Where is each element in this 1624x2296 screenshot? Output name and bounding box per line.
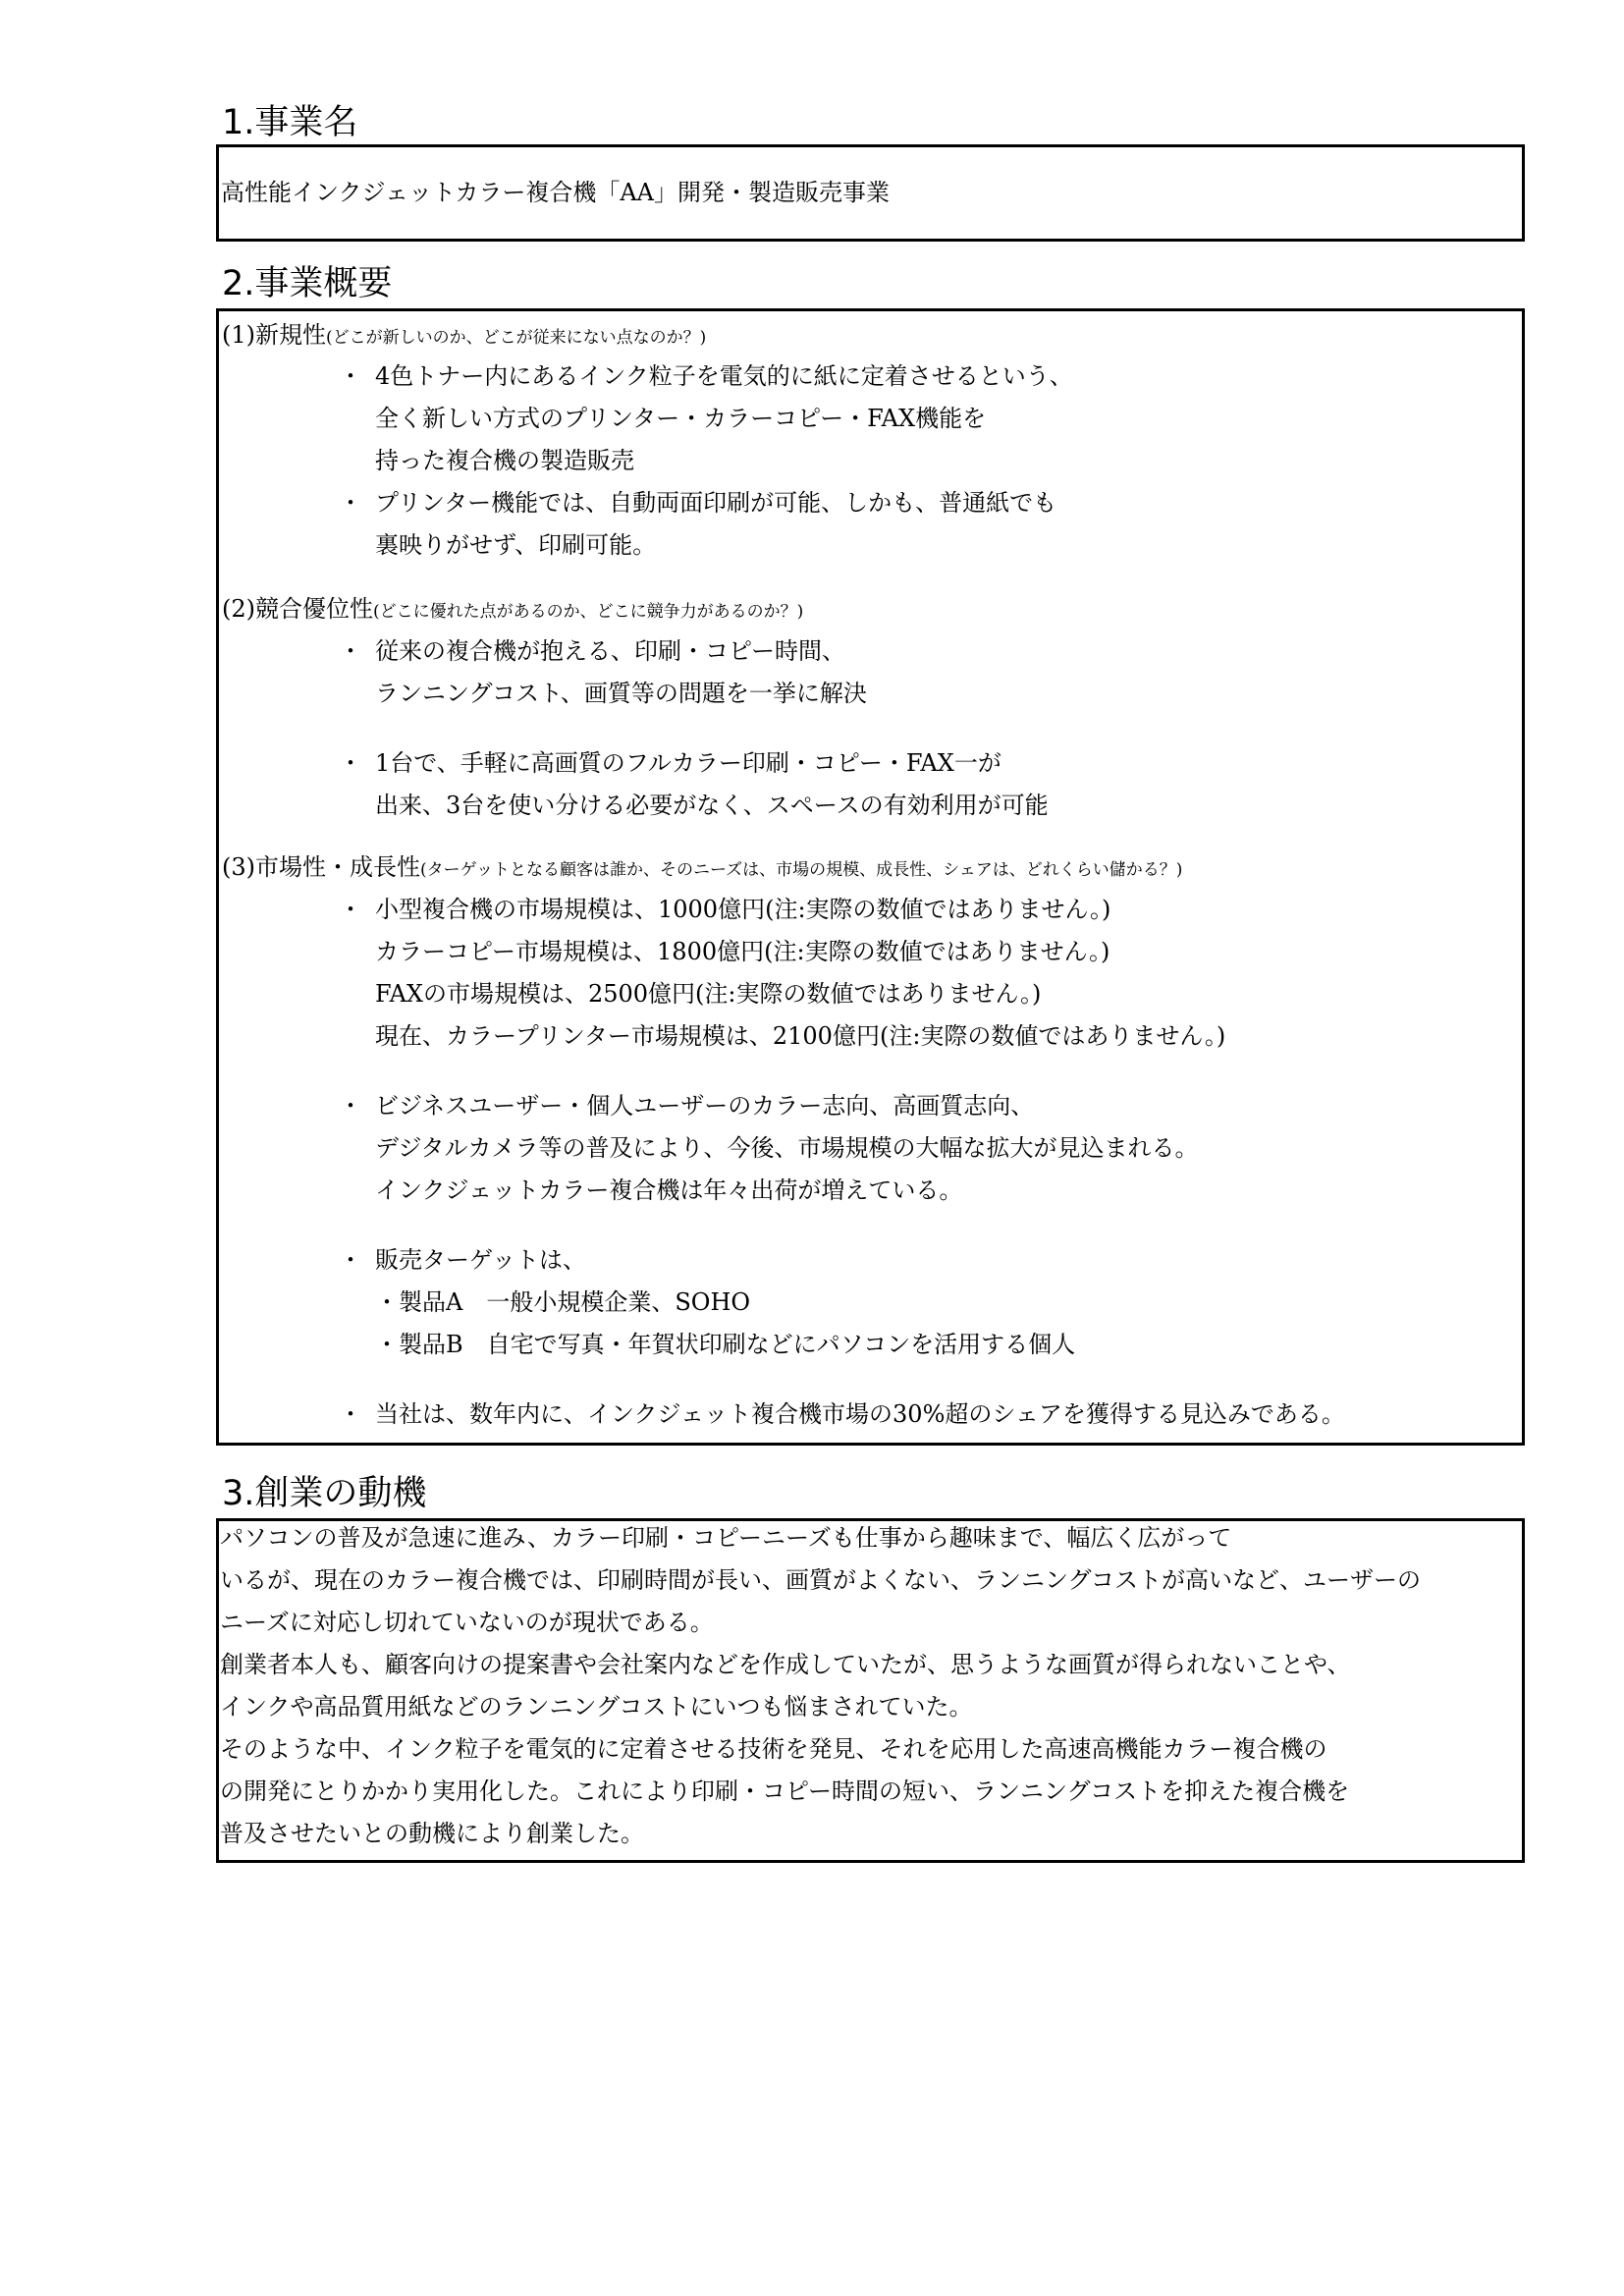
market-item-1-line-2: カラーコピー市場規模は、1800億円(注:実際の数値ではありません。): [375, 938, 1110, 965]
motive-line-5: インクや高品質用紙などのランニングコストにいつも悩まされていた。: [220, 1693, 973, 1721]
competitive-heading: (2)競合優位性: [222, 595, 373, 623]
competitive-item-2-line-2: 出来、3台を使い分ける必要がなく、スペースの有効利用が可能: [375, 792, 1049, 819]
bullet-marker: ・: [339, 749, 362, 777]
market-item-1-line-1: 小型複合機の市場規模は、1000億円(注:実際の数値ではありません。): [375, 896, 1111, 923]
market-item-3-line-1: 販売ターゲットは、: [375, 1246, 587, 1274]
market-note: (ターゲットとなる顧客は誰か、そのニーズは、市場の規模、成長性、シェアは、どれくらい儲かる？): [420, 860, 1183, 880]
bullet-marker: ・: [339, 1092, 362, 1120]
novelty-note: (どこが新しいのか、どこが従来にない点なのか？): [326, 328, 707, 348]
motive-line-6: そのような中、インク粒子を電気的に定着させる技術を発見、それを応用した高速高機能カラー複合機の: [220, 1735, 1327, 1763]
motive-line-4: 創業者本人も、顧客向けの提案書や会社案内などを作成していたが、思うような画質が得られないことや、: [220, 1651, 1351, 1678]
bullet-marker: ・: [339, 1246, 362, 1274]
market-item-2-line-2: デジタルカメラ等の普及により、今後、市場規模の大幅な拡大が見込まれる。: [375, 1134, 1199, 1162]
competitive-item-1-line-1: 従来の複合機が抱える、印刷・コピー時間、: [375, 637, 846, 665]
motive-line-7: の開発にとりかかり実用化した。これにより印刷・コピー時間の短い、ランニングコストを抑えた複合機を: [220, 1777, 1350, 1805]
market-item-1-line-3: FAXの市場規模は、2500億円(注:実際の数値ではありません。): [375, 980, 1042, 1008]
market-item-2-line-3: インクジェットカラー複合機は年々出荷が増えている。: [375, 1176, 963, 1204]
novelty-item-1-line-3: 持った複合機の製造販売: [375, 447, 634, 474]
motive-line-1: パソコンの普及が急速に進み、カラー印刷・コピーニーズも仕事から趣味まで、幅広く広がって: [220, 1524, 1232, 1552]
bullet-marker: ・: [339, 362, 362, 390]
motive-line-8: 普及させたいとの動機により創業した。: [220, 1820, 644, 1847]
bullet-marker: ・: [339, 489, 362, 517]
motive-line-3: ニーズに対応し切れていないのが現状である。: [220, 1609, 714, 1636]
bullet-marker: ・: [339, 896, 362, 923]
market-heading: (3)市場性・成長性: [222, 853, 420, 881]
novelty-item-1-line-1: 4色トナー内にあるインク粒子を電気的に紙に定着させるという、: [375, 362, 1073, 390]
novelty-item-2-line-1: プリンター機能では、自動両面印刷が可能、しかも、普通紙でも: [375, 489, 1057, 517]
novelty-heading: (1)新規性: [222, 321, 326, 349]
competitive-note: (どこに優れた点があるのか、どこに競争力があるのか？): [373, 602, 804, 622]
market-item-1-line-4: 現在、カラープリンター市場規模は、2100億円(注:実際の数値ではありません。): [375, 1022, 1226, 1050]
section-2-title: 2.事業概要: [222, 264, 393, 303]
business-name-box: [216, 144, 1525, 242]
section-3-title: 3.創業の動機: [222, 1474, 427, 1513]
novelty-item-2-line-2: 裏映りがせず、印刷可能。: [375, 531, 657, 559]
market-heading-row: [222, 852, 1182, 885]
market-item-3-line-2: ・製品A 一般小規模企業、SOHO: [375, 1288, 751, 1316]
business-name-text: 高性能インクジェットカラー複合機「AA」開発・製造販売事業: [221, 179, 890, 206]
market-item-3-line-3: ・製品B 自宅で写真・年賀状印刷などにパソコンを活用する個人: [375, 1331, 1076, 1358]
section-1-title: 1.事業名: [222, 103, 358, 142]
competitive-heading-row: [222, 594, 803, 627]
novelty-item-1-line-2: 全く新しい方式のプリンター・カラーコピー・FAX機能を: [375, 405, 987, 432]
bullet-marker: ・: [339, 1400, 362, 1428]
bullet-marker: ・: [339, 637, 362, 665]
market-item-2-line-1: ビジネスユーザー・個人ユーザーのカラー志向、高画質志向、: [375, 1092, 1035, 1120]
novelty-heading-row: [222, 320, 706, 353]
motive-line-2: いるが、現在のカラー複合機では、印刷時間が長い、画質がよくない、ランニングコストが高いなど、ユーザーの: [220, 1566, 1422, 1594]
market-item-4-line-1: 当社は、数年内に、インクジェット複合機市場の30%超のシェアを獲得する見込みである。: [375, 1400, 1345, 1428]
competitive-item-2-line-1: 1台で、手軽に高画質のフルカラー印刷・コピー・FAX一が: [375, 749, 1001, 777]
competitive-item-1-line-2: ランニングコスト、画質等の問題を一挙に解決: [375, 680, 867, 707]
